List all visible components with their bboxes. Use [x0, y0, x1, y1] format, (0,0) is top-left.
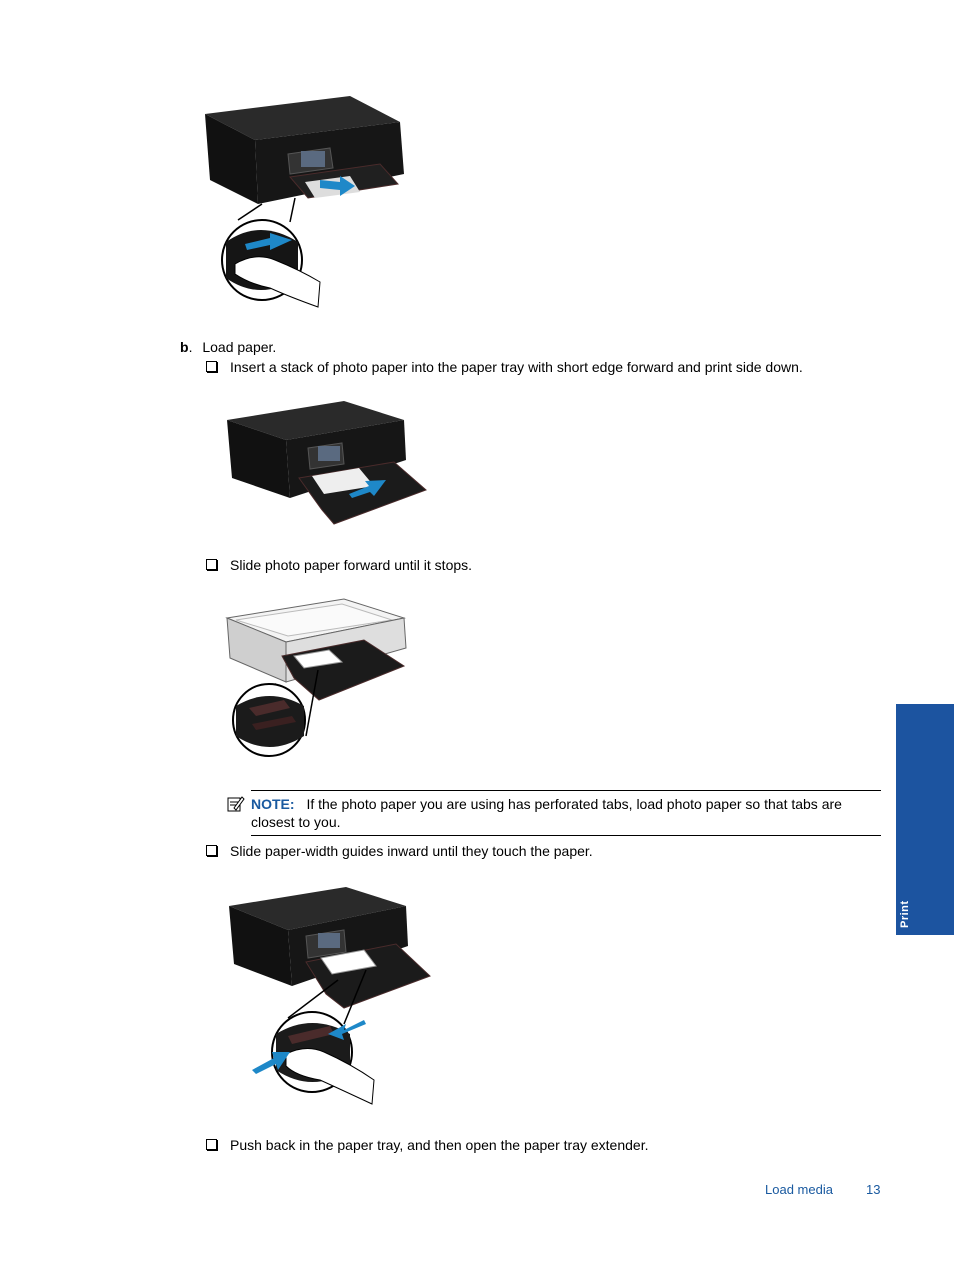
step-letter: b: [180, 339, 189, 355]
side-tab-label: Print: [899, 900, 911, 928]
note-text: If the photo paper you are using has perforated tabs, load photo paper so that tabs are: [306, 796, 842, 812]
note-top-rule: [251, 790, 881, 791]
step-label: Load paper.: [202, 339, 277, 355]
note-pencil-icon: [227, 795, 245, 813]
note-bottom-rule: [251, 835, 881, 836]
printer-insert-paper-illustration: [224, 398, 429, 528]
checkbox-square-icon: [206, 559, 217, 570]
bullet-text: Push back in the paper tray, and then open the paper tray extender.: [230, 1137, 649, 1153]
printer-open-tray-illustration: [200, 92, 415, 314]
note-line-1: [251, 795, 842, 813]
bullet-text: Insert a stack of photo paper into the paper tray with short edge forward and print side down.: [230, 359, 803, 375]
bullet-item: [206, 842, 593, 860]
bullet-item: [206, 358, 803, 376]
page-number: 13: [866, 1182, 881, 1197]
step-b: [180, 338, 276, 356]
step-letter-dot: .: [188, 339, 193, 355]
note-label: NOTE:: [251, 796, 295, 812]
printer-width-guides-illustration: [226, 884, 436, 1108]
bullet-text: Slide paper-width guides inward until they touch the paper.: [230, 843, 593, 859]
bullet-item: [206, 556, 472, 574]
note-text-line-2: closest to you.: [251, 814, 341, 830]
checkbox-square-icon: [206, 1139, 217, 1150]
printer-slide-paper-illustration: [224, 596, 414, 761]
footer-section: Load media: [765, 1182, 833, 1197]
bullet-text: Slide photo paper forward until it stops.: [230, 557, 473, 573]
checkbox-square-icon: [206, 845, 217, 856]
bullet-item: [206, 1136, 648, 1154]
checkbox-square-icon: [206, 361, 217, 372]
